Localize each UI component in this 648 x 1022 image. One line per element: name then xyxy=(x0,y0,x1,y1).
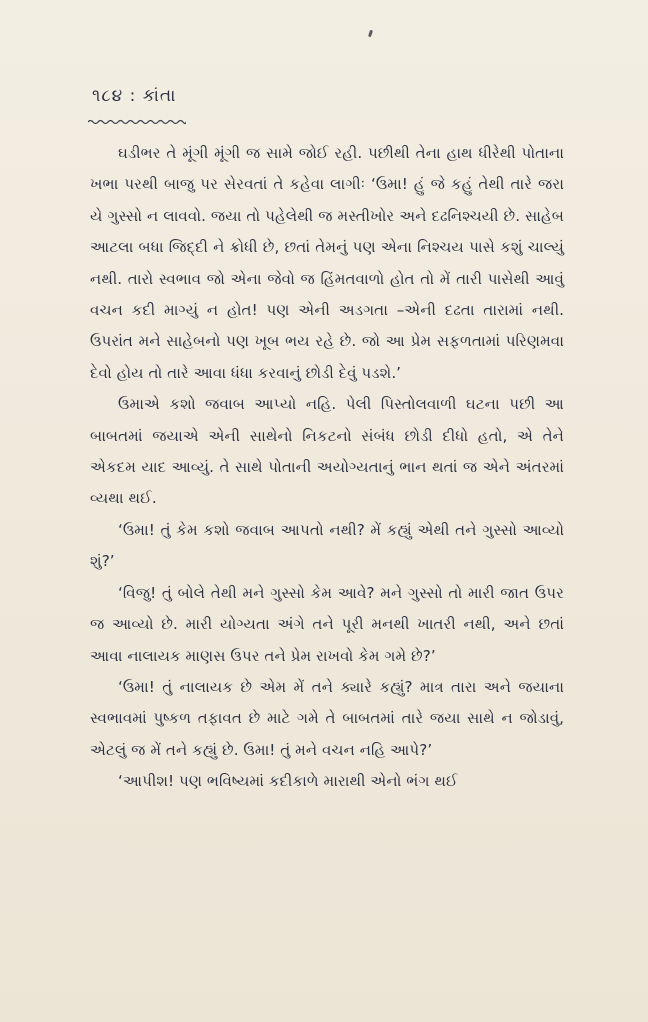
body-text xyxy=(90,138,564,798)
ink-speck xyxy=(368,30,373,38)
running-head: ૧૮૪ : કાંતા xyxy=(92,86,177,106)
paragraph-4: ‘વિજુ! તું બોલે તેથી મને ગુસ્સો કેમ આવે? મને ગુસ્સો તો મારી જાત ઉપર જ આવ્યો છે. મારી યોગ્યતા અંગે તને પૂરી મનથી ખાતરી નથી, અને છતાં આવા નાલાયક માણસ ઉપર તને પ્રેમ રાખવો કેમ ગમે છે?’ xyxy=(90,583,564,665)
decorative-wavy-rule xyxy=(88,119,186,125)
paragraph-3: ‘ઉમા! તું કેમ કશો જવાબ આપતો નથી? મેં કહ્યું એથી તને ગુસ્સો આવ્યો શું?’ xyxy=(90,520,564,571)
paragraph-6: ‘આપીશ! પણ ભવિષ્યમાં કદીકાળે મારાથી એનો ભંગ થઈ xyxy=(118,772,458,791)
paragraph-1: ઘડીભર તે મૂંગી મૂંગી જ સામે જોઈ રહી. પછીથી તેના હાથ ધીરેથી પોતાના ખભા પરથી બાજુ પર સેરવતાં તે કહેવા લાગીઃ ‘ઉમા! હું જે કહું તેથી તારે જરા યે ગુસ્સો ન લાવવો. જયા તો પહેલેથી જ મસ્તીખોર અને દઢનિશ્ચયી છે. સાહેબ આટલા બધા જિદ્દી ને ક્રોધી છે, છતાં તેમનું પણ એના નિશ્ચય પાસે કશું ચાલ્યું નથી. તારો સ્વભાવ જો એના જેવો જ હિંમતવાળો હોત તો મેં તારી પાસેથી આવું વચન કદી માગ્યું ન હોત! પણ એની અડગતા –એની દઢતા તારામાં નથી. ઉપરાંત મને સાહેબનો પણ ખૂબ ભય રહે છે. જો આ પ્રેમ સફળતામાં પરિણમવા દેવો હોય તો તારે આવા ધંધા કરવાનું છોડી દેવું પડશે.’ xyxy=(90,144,564,382)
paragraph-5: ‘ઉમા! તું નાલાયક છે એમ મેં તને ક્યારે કહ્યું? માત્ર તારા અને જયાના સ્વભાવમાં પુષ્કળ તફાવત છે માટે ગમે તે બાબતમાં તારે જયા સાથે ન જોડાવું, એટલું જ મેં તને કહ્યું છે. ઉમા! તું મને વચન નહિ આપે?’ xyxy=(90,677,564,759)
paragraph-2: ઉમાએ કશો જવાબ આપ્યો નહિ. પેલી પિસ્તોલવાળી ઘટના પછી આ બાબતમાં જયાએ એની સાથેનો નિકટનો સંબંધ છોડી દીધો હતો, એ તેને એકદમ યાદ આવ્યું. તે સાથે પોતાની અયોગ્યતાનું ભાન થતાં જ એને અંતરમાં વ્યથા થઈ. xyxy=(90,395,564,508)
